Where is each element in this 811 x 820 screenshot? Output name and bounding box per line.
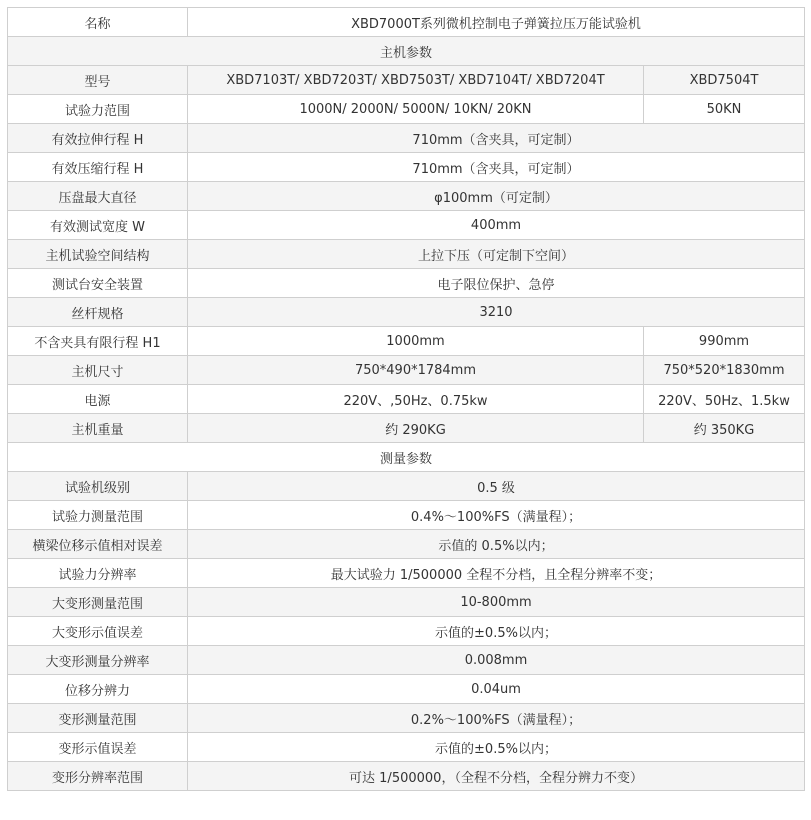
- row-value-col1: 1000mm: [188, 327, 644, 356]
- row-label: 型号: [8, 66, 188, 95]
- name-row: [8, 8, 805, 37]
- row-label: 大变形测量分辨率: [8, 646, 188, 675]
- table-row: [8, 269, 805, 298]
- table-row: [8, 211, 805, 240]
- row-label: 测试台安全装置: [8, 269, 188, 298]
- table-row: [8, 182, 805, 211]
- table-row: [8, 385, 805, 414]
- table-row: [8, 240, 805, 269]
- table-row: [8, 646, 805, 675]
- row-label: 压盘最大直径: [8, 182, 188, 211]
- row-label: 试验力范围: [8, 95, 188, 124]
- row-label: 变形分辨率范围: [8, 762, 188, 791]
- row-value: 0.5 级: [188, 472, 805, 501]
- row-value-col2: 990mm: [644, 327, 805, 356]
- section-header-main: [8, 37, 805, 66]
- row-value: 最大试验力 1/500000 全程不分档，且全程分辨率不变；: [188, 559, 805, 588]
- row-value-col1: 约 290KG: [188, 414, 644, 443]
- row-label: 电源: [8, 385, 188, 414]
- row-label: 主机尺寸: [8, 356, 188, 385]
- row-value-col1: 1000N/ 2000N/ 5000N/ 10KN/ 20KN: [188, 95, 644, 124]
- row-value: 400mm: [188, 211, 805, 240]
- table-row: [8, 733, 805, 762]
- row-value: φ100mm（可定制）: [188, 182, 805, 211]
- row-label: 主机试验空间结构: [8, 240, 188, 269]
- row-value-col2: 750*520*1830mm: [644, 356, 805, 385]
- section-title-measure: 测量参数: [8, 443, 805, 472]
- table-row: [8, 66, 805, 95]
- row-value-col2: 50KN: [644, 95, 805, 124]
- row-label: 丝杆规格: [8, 298, 188, 327]
- row-label: 试验力测量范围: [8, 501, 188, 530]
- row-value: 710mm（含夹具，可定制）: [188, 124, 805, 153]
- row-value: 710mm（含夹具，可定制）: [188, 153, 805, 182]
- row-value-col2: 约 350KG: [644, 414, 805, 443]
- table-row: [8, 501, 805, 530]
- row-value: 电子限位保护、急停: [188, 269, 805, 298]
- row-value: 0.04um: [188, 675, 805, 704]
- row-value-col2: 220V、50Hz、1.5kw: [644, 385, 805, 414]
- row-value-col1: 750*490*1784mm: [188, 356, 644, 385]
- table-row: [8, 95, 805, 124]
- row-value: 0.4%～100%FS（满量程）；: [188, 501, 805, 530]
- row-value: 上拉下压（可定制下空间）: [188, 240, 805, 269]
- section-title-main: 主机参数: [8, 37, 805, 66]
- table-row: [8, 124, 805, 153]
- table-row: [8, 559, 805, 588]
- row-label: 横梁位移示值相对误差: [8, 530, 188, 559]
- row-value: 示值的±0.5%以内；: [188, 733, 805, 762]
- table-row: [8, 617, 805, 646]
- row-value-col2: XBD7504T: [644, 66, 805, 95]
- row-label: 位移分辨力: [8, 675, 188, 704]
- table-row: [8, 675, 805, 704]
- row-label: 不含夹具有限行程 H1: [8, 327, 188, 356]
- row-label: 试验机级别: [8, 472, 188, 501]
- table-row: [8, 153, 805, 182]
- table-row: [8, 327, 805, 356]
- row-label: 有效拉伸行程 H: [8, 124, 188, 153]
- table-row: [8, 356, 805, 385]
- row-value: 示值的±0.5%以内；: [188, 617, 805, 646]
- row-label: 试验力分辨率: [8, 559, 188, 588]
- row-value-col1: XBD7103T/ XBD7203T/ XBD7503T/ XBD7104T/ XBD7204T: [188, 66, 644, 95]
- row-value: 0.2%～100%FS（满量程）；: [188, 704, 805, 733]
- spec-table: [7, 7, 805, 791]
- name-value: XBD7000T系列微机控制电子弹簧拉压万能试验机: [188, 8, 805, 37]
- table-row: [8, 414, 805, 443]
- table-row: [8, 472, 805, 501]
- table-row: [8, 704, 805, 733]
- row-value: 0.008mm: [188, 646, 805, 675]
- name-label: 名称: [8, 8, 188, 37]
- table-row: [8, 530, 805, 559]
- row-label: 大变形示值误差: [8, 617, 188, 646]
- row-label: 有效压缩行程 H: [8, 153, 188, 182]
- row-label: 有效测试宽度 W: [8, 211, 188, 240]
- row-label: 变形示值误差: [8, 733, 188, 762]
- row-label: 主机重量: [8, 414, 188, 443]
- section-header-measure: [8, 443, 805, 472]
- row-value: 3210: [188, 298, 805, 327]
- row-value: 可达 1/500000，（全程不分档，全程分辨力不变）: [188, 762, 805, 791]
- table-row: [8, 298, 805, 327]
- row-label: 变形测量范围: [8, 704, 188, 733]
- row-value-col1: 220V、,50Hz、0.75kw: [188, 385, 644, 414]
- table-row: [8, 588, 805, 617]
- row-value: 示值的 0.5%以内；: [188, 530, 805, 559]
- table-row: [8, 762, 805, 791]
- row-value: 10-800mm: [188, 588, 805, 617]
- row-label: 大变形测量范围: [8, 588, 188, 617]
